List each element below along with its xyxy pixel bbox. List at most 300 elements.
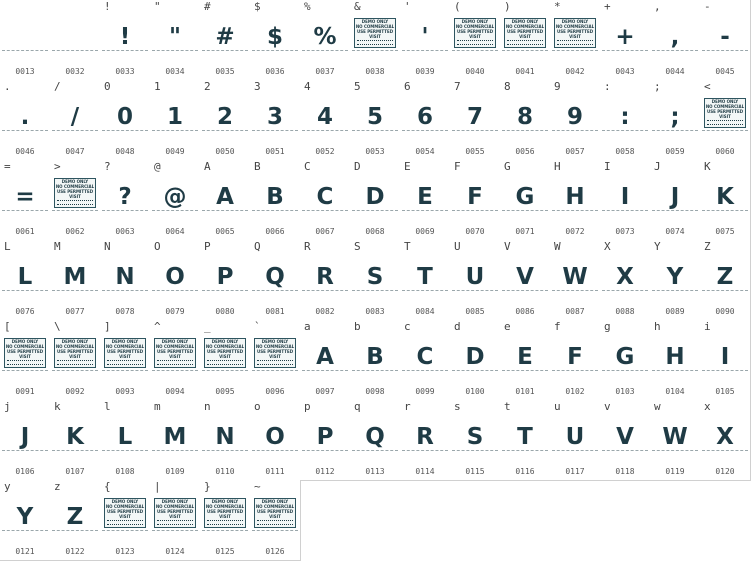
demo-notice-line: USE PERMITTED xyxy=(706,109,744,114)
cell-character: d xyxy=(454,320,461,333)
glyph-sample: $ xyxy=(266,24,283,50)
demo-notice-line: USE PERMITTED xyxy=(56,349,94,354)
cell-character: V xyxy=(504,240,511,253)
cell-character: H xyxy=(554,160,561,173)
glyph-sample: L xyxy=(117,424,133,450)
glyph-sample: T xyxy=(517,424,533,450)
cell-code: 0100 xyxy=(465,387,485,396)
baseline-rule xyxy=(152,370,198,371)
cell-code: 0036 xyxy=(265,67,285,76)
cell-code: 0103 xyxy=(615,387,635,396)
glyph-cell xyxy=(350,0,401,81)
demo-notice-line: VISIT xyxy=(219,354,231,359)
cell-character: , xyxy=(654,0,661,13)
baseline-rule xyxy=(252,530,298,531)
glyph-cell xyxy=(500,320,551,401)
demo-notice-line: VISIT xyxy=(719,114,731,119)
glyph-cell xyxy=(0,320,51,401)
glyph-cell xyxy=(350,400,401,481)
demo-notice-line: USE PERMITTED xyxy=(556,29,594,34)
cell-character: @ xyxy=(154,160,161,173)
cell-code: 0080 xyxy=(215,307,235,316)
cell-character: z xyxy=(54,480,61,493)
glyph-cell xyxy=(300,400,351,481)
cell-code: 0083 xyxy=(365,307,385,316)
demo-url-bar xyxy=(157,360,193,365)
glyph-sample: = xyxy=(15,184,35,210)
cell-character: P xyxy=(204,240,211,253)
glyph-cell xyxy=(500,0,551,81)
demo-placeholder-box xyxy=(104,498,146,528)
cell-character: O xyxy=(154,240,161,253)
glyph-cell xyxy=(250,320,301,401)
cell-code: 0040 xyxy=(465,67,485,76)
cell-character: E xyxy=(404,160,411,173)
glyph-cell xyxy=(600,80,651,161)
glyph-cell xyxy=(650,0,701,81)
cell-character: p xyxy=(304,400,311,413)
cell-code: 0078 xyxy=(115,307,135,316)
demo-url-bar xyxy=(707,120,743,125)
cell-character: = xyxy=(4,160,11,173)
demo-notice-line: USE PERMITTED xyxy=(106,509,144,514)
demo-notice-line: NO COMMERCIAL xyxy=(155,344,195,349)
glyph-sample: - xyxy=(720,24,730,50)
cell-character: _ xyxy=(204,320,211,333)
demo-placeholder-box xyxy=(704,98,746,128)
glyph-cell xyxy=(300,160,351,241)
glyph-cell xyxy=(450,80,501,161)
cell-code: 0064 xyxy=(165,227,185,236)
baseline-rule xyxy=(52,210,98,211)
glyph-cell xyxy=(700,240,751,321)
cell-code: 0087 xyxy=(565,307,585,316)
cell-character: Q xyxy=(254,240,261,253)
glyph-cell xyxy=(100,480,151,561)
demo-placeholder-box xyxy=(504,18,546,48)
glyph-sample: Y xyxy=(16,504,34,530)
glyph-sample: E xyxy=(417,184,433,210)
glyph-cell xyxy=(0,240,51,321)
demo-url-bar xyxy=(357,40,393,45)
demo-notice-line: USE PERMITTED xyxy=(56,189,94,194)
cell-character: D xyxy=(354,160,361,173)
demo-notice-line: DEMO ONLY xyxy=(111,339,139,344)
cell-code: 0061 xyxy=(15,227,35,236)
cell-character: A xyxy=(204,160,211,173)
cell-character: | xyxy=(154,480,161,493)
cell-character: { xyxy=(104,480,111,493)
cell-character: v xyxy=(604,400,611,413)
glyph-cell xyxy=(250,480,301,561)
demo-notice-line: USE PERMITTED xyxy=(456,29,494,34)
baseline-rule xyxy=(452,50,498,51)
cell-code: 0072 xyxy=(565,227,585,236)
cell-code: 0055 xyxy=(465,147,485,156)
glyph-cell xyxy=(150,320,201,401)
demo-notice-line: VISIT xyxy=(119,514,131,519)
glyph-cell xyxy=(650,240,701,321)
demo-notice-line: VISIT xyxy=(269,354,281,359)
glyph-cell xyxy=(600,0,651,81)
glyph-cell xyxy=(300,320,351,401)
demo-notice-line: VISIT xyxy=(519,34,531,39)
cell-code: 0093 xyxy=(115,387,135,396)
demo-placeholder-box xyxy=(354,18,396,48)
cell-code: 0106 xyxy=(15,467,35,476)
cell-code: 0120 xyxy=(715,467,735,476)
glyph-cell xyxy=(50,400,101,481)
cell-character: a xyxy=(304,320,311,333)
glyph-sample: V xyxy=(616,424,634,450)
demo-notice-line: NO COMMERCIAL xyxy=(255,504,295,509)
demo-placeholder-box xyxy=(4,338,46,368)
cell-character: I xyxy=(604,160,611,173)
cell-character: $ xyxy=(254,0,261,13)
glyph-cell xyxy=(50,80,101,161)
glyph-sample: ; xyxy=(670,104,680,130)
glyph-cell xyxy=(550,400,601,481)
glyph-cell xyxy=(400,400,451,481)
glyph-sample: C xyxy=(416,344,434,370)
cell-character: X xyxy=(604,240,611,253)
cell-code: 0102 xyxy=(565,387,585,396)
glyph-sample: I xyxy=(620,184,630,210)
glyph-sample: 0 xyxy=(116,104,133,130)
glyph-cell xyxy=(400,240,451,321)
cell-code: 0076 xyxy=(15,307,35,316)
demo-placeholder-box xyxy=(104,338,146,368)
demo-notice-line: NO COMMERCIAL xyxy=(5,344,45,349)
cell-character: . xyxy=(4,80,11,93)
glyph-cell xyxy=(100,240,151,321)
cell-code: 0108 xyxy=(115,467,135,476)
cell-code: 0097 xyxy=(315,387,335,396)
glyph-sample: 1 xyxy=(166,104,183,130)
glyph-cell xyxy=(450,160,501,241)
glyph-sample: + xyxy=(615,24,635,50)
glyph-cell xyxy=(150,80,201,161)
cell-character: 1 xyxy=(154,80,161,93)
glyph-cell xyxy=(250,0,301,81)
cell-character: ] xyxy=(104,320,111,333)
cell-character: < xyxy=(704,80,711,93)
glyph-sample: O xyxy=(265,424,285,450)
glyph-cell xyxy=(400,160,451,241)
glyph-cell xyxy=(650,160,701,241)
cell-code: 0098 xyxy=(365,387,385,396)
cell-character: U xyxy=(454,240,461,253)
glyph-sample: B xyxy=(366,344,384,370)
demo-notice-line: DEMO ONLY xyxy=(111,499,139,504)
glyph-sample: W xyxy=(662,424,688,450)
cell-code: 0088 xyxy=(615,307,635,316)
baseline-rule xyxy=(2,370,48,371)
demo-notice-line: USE PERMITTED xyxy=(256,349,294,354)
glyph-sample: O xyxy=(165,264,185,290)
cell-character: c xyxy=(404,320,411,333)
cell-code: 0105 xyxy=(715,387,735,396)
demo-url-bar xyxy=(157,520,193,525)
demo-notice-line: DEMO ONLY xyxy=(161,339,189,344)
cell-character: t xyxy=(504,400,511,413)
glyph-cell xyxy=(400,0,451,81)
glyph-sample: L xyxy=(17,264,33,290)
glyph-cell xyxy=(100,320,151,401)
cell-character: J xyxy=(654,160,661,173)
demo-notice-line: DEMO ONLY xyxy=(361,19,389,24)
demo-url-bar xyxy=(107,360,143,365)
glyph-sample: , xyxy=(670,24,680,50)
glyph-cell xyxy=(250,80,301,161)
demo-notice-line: USE PERMITTED xyxy=(156,349,194,354)
cell-character: Y xyxy=(654,240,661,253)
demo-notice-line: NO COMMERCIAL xyxy=(355,24,395,29)
demo-notice-line: NO COMMERCIAL xyxy=(55,344,95,349)
glyph-sample: R xyxy=(316,264,334,290)
glyph-sample: B xyxy=(266,184,284,210)
glyph-cell xyxy=(550,80,601,161)
cell-code: 0104 xyxy=(665,387,685,396)
cell-character: 6 xyxy=(404,80,411,93)
glyph-sample: 8 xyxy=(516,104,533,130)
cell-code: 0092 xyxy=(65,387,85,396)
glyph-cell xyxy=(550,160,601,241)
glyph-sample xyxy=(0,14,50,60)
cell-code: 0037 xyxy=(315,67,335,76)
cell-code: 0058 xyxy=(615,147,635,156)
demo-notice-line: VISIT xyxy=(569,34,581,39)
glyph-sample: S xyxy=(366,264,384,290)
glyph-cell xyxy=(200,80,251,161)
glyph-sample: A xyxy=(316,344,334,370)
glyph-cell xyxy=(650,400,701,481)
cell-character: [ xyxy=(4,320,11,333)
cell-code: 0038 xyxy=(365,67,385,76)
cell-character: F xyxy=(454,160,461,173)
cell-code: 0109 xyxy=(165,467,185,476)
cell-character: K xyxy=(704,160,711,173)
glyph-cell xyxy=(150,0,201,81)
cell-code: 0119 xyxy=(665,467,685,476)
demo-notice-line: NO COMMERCIAL xyxy=(105,344,145,349)
demo-url-bar xyxy=(207,520,243,525)
glyph-sample: . xyxy=(20,104,30,130)
glyph-sample: W xyxy=(562,264,588,290)
cell-character: N xyxy=(104,240,111,253)
glyph-sample: 3 xyxy=(266,104,283,130)
glyph-cell xyxy=(600,400,651,481)
cell-code: 0077 xyxy=(65,307,85,316)
demo-notice-line: NO COMMERCIAL xyxy=(555,24,595,29)
glyph-cell xyxy=(450,400,501,481)
demo-notice-line: NO COMMERCIAL xyxy=(455,24,495,29)
glyph-cell xyxy=(650,320,701,401)
cell-character: / xyxy=(54,80,61,93)
cell-character: M xyxy=(54,240,61,253)
cell-character: & xyxy=(354,0,361,13)
cell-code: 0060 xyxy=(715,147,735,156)
glyph-cell xyxy=(450,240,501,321)
cell-code: 0054 xyxy=(415,147,435,156)
cell-character: ' xyxy=(404,0,411,13)
glyph-sample: 9 xyxy=(566,104,583,130)
baseline-rule xyxy=(502,50,548,51)
glyph-sample: " xyxy=(169,24,181,50)
glyph-cell xyxy=(200,480,251,561)
glyph-cell xyxy=(550,240,601,321)
demo-notice-line: DEMO ONLY xyxy=(161,499,189,504)
glyph-cell xyxy=(300,0,351,81)
demo-notice-line: VISIT xyxy=(469,34,481,39)
glyph-sample: % xyxy=(313,24,337,50)
cell-character: } xyxy=(204,480,211,493)
cell-character: w xyxy=(654,400,661,413)
cell-code: 0089 xyxy=(665,307,685,316)
cell-character: ` xyxy=(254,320,261,333)
glyph-cell xyxy=(500,160,551,241)
baseline-rule xyxy=(202,370,248,371)
glyph-sample: 4 xyxy=(316,104,333,130)
cell-code: 0074 xyxy=(665,227,685,236)
glyph-sample: 2 xyxy=(216,104,233,130)
cell-character: i xyxy=(704,320,711,333)
glyph-sample: J xyxy=(670,184,680,210)
glyph-sample: U xyxy=(465,264,485,290)
cell-code: 0122 xyxy=(65,547,85,556)
glyph-sample: V xyxy=(516,264,534,290)
cell-code: 0033 xyxy=(115,67,135,76)
demo-url-bar xyxy=(107,520,143,525)
glyph-cell xyxy=(0,0,51,81)
demo-notice-line: VISIT xyxy=(169,354,181,359)
cell-character: \ xyxy=(54,320,61,333)
demo-url-bar xyxy=(207,360,243,365)
cell-character: ( xyxy=(454,0,461,13)
glyph-sample: H xyxy=(665,344,685,370)
cell-character: S xyxy=(354,240,361,253)
demo-notice-line: NO COMMERCIAL xyxy=(55,184,95,189)
glyph-cell xyxy=(400,80,451,161)
cell-character: u xyxy=(554,400,561,413)
baseline-rule xyxy=(552,50,598,51)
cell-character: # xyxy=(204,0,211,13)
glyph-sample: 7 xyxy=(466,104,483,130)
cell-character: T xyxy=(404,240,411,253)
cell-character: 2 xyxy=(204,80,211,93)
demo-placeholder-box xyxy=(204,498,246,528)
cell-code: 0046 xyxy=(15,147,35,156)
glyph-sample: G xyxy=(515,184,535,210)
glyph-sample: D xyxy=(465,344,485,370)
glyph-cell xyxy=(100,80,151,161)
glyph-sample: E xyxy=(517,344,533,370)
glyph-sample: H xyxy=(565,184,585,210)
cell-character: b xyxy=(354,320,361,333)
cell-character: q xyxy=(354,400,361,413)
cell-character: " xyxy=(154,0,161,13)
glyph-cell xyxy=(500,400,551,481)
glyph-cell xyxy=(700,320,751,401)
cell-character: L xyxy=(4,240,11,253)
cell-code: 0084 xyxy=(415,307,435,316)
cell-character: x xyxy=(704,400,711,413)
glyph-cell xyxy=(700,80,751,161)
glyph-sample: P xyxy=(316,424,334,450)
glyph-cell xyxy=(600,240,651,321)
glyph-cell xyxy=(250,400,301,481)
cell-character: - xyxy=(704,0,711,13)
cell-code: 0118 xyxy=(615,467,635,476)
cell-code: 0065 xyxy=(215,227,235,236)
glyph-sample: 5 xyxy=(366,104,383,130)
cell-code: 0050 xyxy=(215,147,235,156)
glyph-cell xyxy=(550,320,601,401)
demo-notice-line: USE PERMITTED xyxy=(206,349,244,354)
cell-character: 8 xyxy=(504,80,511,93)
glyph-cell xyxy=(350,320,401,401)
glyph-cell xyxy=(200,320,251,401)
demo-notice-line: DEMO ONLY xyxy=(11,339,39,344)
demo-url-bar xyxy=(257,520,293,525)
glyph-sample: @ xyxy=(163,184,187,210)
cell-code: 0125 xyxy=(215,547,235,556)
cell-code: 0052 xyxy=(315,147,335,156)
demo-url-bar xyxy=(57,200,93,205)
cell-code: 0062 xyxy=(65,227,85,236)
cell-code: 0111 xyxy=(265,467,285,476)
cell-code: 0099 xyxy=(415,387,435,396)
cell-code: 0095 xyxy=(215,387,235,396)
cell-character: g xyxy=(604,320,611,333)
glyph-cell xyxy=(350,240,401,321)
baseline-rule xyxy=(352,50,398,51)
demo-notice-line: USE PERMITTED xyxy=(206,509,244,514)
glyph-sample: # xyxy=(215,24,235,50)
glyph-sample: M xyxy=(63,264,87,290)
baseline-rule xyxy=(252,370,298,371)
glyph-cell xyxy=(550,0,601,81)
demo-placeholder-box xyxy=(454,18,496,48)
glyph-sample: / xyxy=(70,104,80,130)
glyph-sample: Z xyxy=(66,504,84,530)
demo-notice-line: USE PERMITTED xyxy=(506,29,544,34)
baseline-rule xyxy=(202,530,248,531)
cell-character: k xyxy=(54,400,61,413)
cell-code: 0116 xyxy=(515,467,535,476)
demo-notice-line: DEMO ONLY xyxy=(261,499,289,504)
demo-placeholder-box xyxy=(554,18,596,48)
demo-placeholder-box xyxy=(254,338,296,368)
cell-character: 7 xyxy=(454,80,461,93)
cell-code: 0034 xyxy=(165,67,185,76)
glyph-cell xyxy=(700,160,751,241)
glyph-cell xyxy=(350,160,401,241)
cell-code: 0082 xyxy=(315,307,335,316)
glyph-cell xyxy=(200,0,251,81)
glyph-cell xyxy=(50,480,101,561)
baseline-rule xyxy=(702,130,748,131)
demo-notice-line: VISIT xyxy=(119,354,131,359)
cell-code: 0051 xyxy=(265,147,285,156)
glyph-sample: C xyxy=(316,184,334,210)
cell-code: 0073 xyxy=(615,227,635,236)
glyph-sample: X xyxy=(716,424,734,450)
glyph-cell xyxy=(100,0,151,81)
cell-code: 0081 xyxy=(265,307,285,316)
cell-code: 0115 xyxy=(465,467,485,476)
cell-code: 0085 xyxy=(465,307,485,316)
